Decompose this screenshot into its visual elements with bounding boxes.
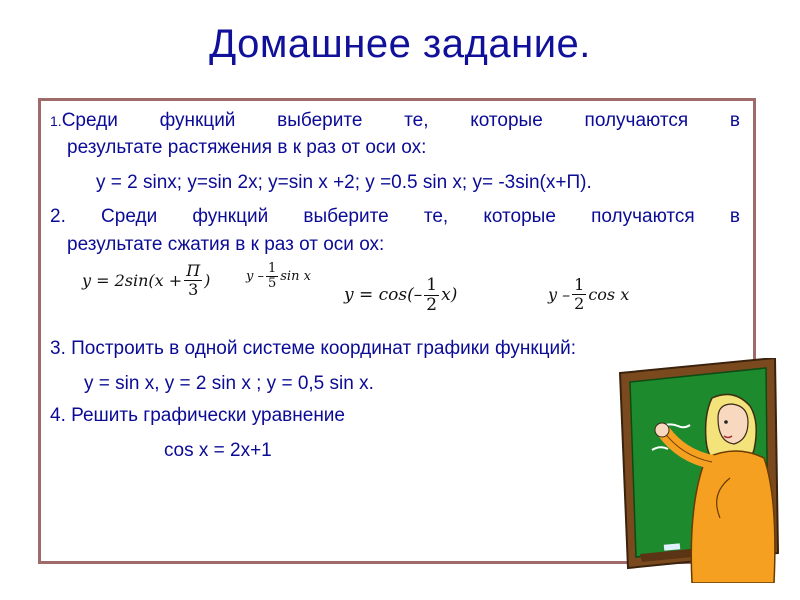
formula-4-prefix: y – [548, 284, 571, 304]
formula-2 [246, 262, 311, 292]
task-1-line-1 [50, 110, 740, 132]
task-4-equation: cos x = 2x+1 [164, 440, 272, 461]
formula-1-suffix: ) [204, 270, 211, 290]
formula-3-fraction [424, 276, 439, 314]
task-2-line-1: 2. Среди функций выберите те, которые получаются в [50, 206, 740, 227]
formula-4-suffix: cos x [588, 284, 630, 304]
task-1-line-2: результате растяжения в к раз от оси ох: [67, 137, 427, 158]
formula-3-denominator: 2 [426, 294, 438, 315]
formula-1-numerator: П [186, 261, 201, 280]
formula-2-suffix: sin x [280, 269, 311, 285]
task-1-functions: у = 2 sinx; y=sin 2x; y=sin x +2; y =0.5 sin x; y= -3sin(x+П). [96, 172, 592, 193]
formula-2-denominator: 5 [267, 276, 277, 292]
formula-1-prefix: y = 2sin(x + [82, 270, 183, 290]
formula-2-prefix: y – [246, 269, 264, 285]
formula-1-fraction [184, 262, 202, 298]
formula-3-numerator: 1 [426, 275, 438, 295]
formula-3-prefix: y = cos(– [344, 285, 423, 306]
formula-1 [82, 262, 210, 298]
formula-1-denominator: 3 [188, 279, 199, 299]
formula-4-numerator: 1 [574, 275, 585, 294]
formula-3-suffix: x) [441, 285, 458, 306]
task-2-line-2: результате сжатия в к раз от оси ох: [67, 234, 385, 255]
task-4-line-1: 4. Решить графически уравнение [50, 405, 345, 426]
task-1-number: 1. [50, 113, 62, 129]
formula-4-fraction [572, 276, 586, 312]
formula-3 [344, 276, 457, 314]
slide-title: Домашнее задание. [209, 22, 591, 66]
formula-4-denominator: 2 [574, 293, 585, 313]
formula-2-numerator: 1 [267, 261, 277, 276]
formula-4 [548, 276, 629, 312]
formula-2-fraction [266, 262, 278, 292]
task-3-line-1: 3. Построить в одной системе координат графики функций: [50, 338, 577, 359]
teacher-chalkboard-illustration [600, 358, 790, 583]
task-1-text: Среди функций выберите те, которые получаются в [61, 110, 740, 131]
task-3-functions: у = sin x, у = 2 sin x ; у = 0,5 sin x. [84, 373, 374, 394]
